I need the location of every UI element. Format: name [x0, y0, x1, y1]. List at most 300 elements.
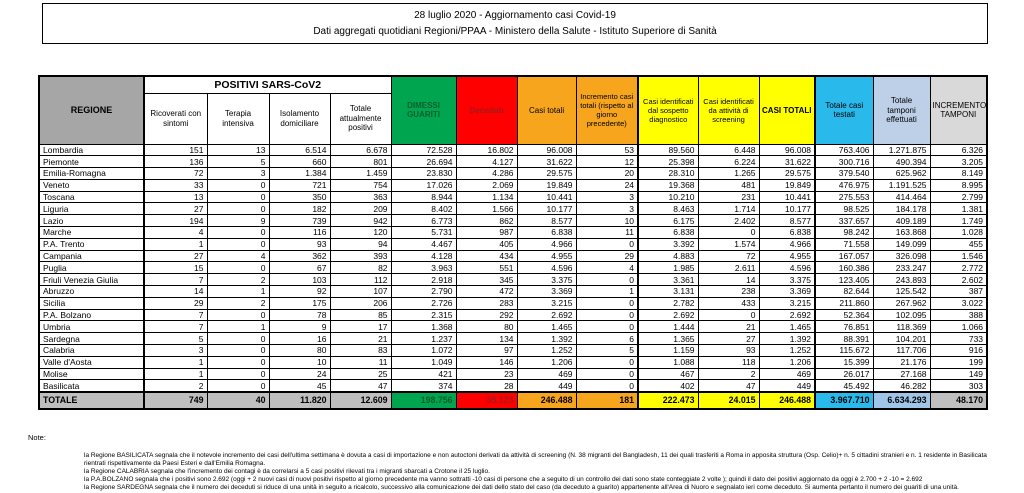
region-cell: Toscana [39, 191, 144, 203]
value-cell: 17 [330, 321, 391, 333]
value-cell: 102.095 [873, 309, 930, 321]
value-cell: 33 [144, 179, 207, 191]
value-cell: 0 [207, 203, 269, 215]
value-cell: 6.838 [638, 227, 698, 239]
value-cell: 209 [330, 203, 391, 215]
value-cell: 67 [269, 262, 330, 274]
notes-section [28, 433, 990, 492]
value-cell: 2.790 [391, 286, 456, 298]
value-cell: 1 [144, 238, 207, 250]
value-cell: 0 [207, 380, 269, 392]
header-terapia-intensiva: Terapia intensiva [207, 93, 269, 144]
value-cell: 8.944 [391, 191, 456, 203]
region-cell: Abruzzo [39, 286, 144, 298]
value-cell: 8.577 [759, 215, 815, 227]
value-cell: 6.448 [698, 144, 759, 156]
value-cell: 1.384 [269, 168, 330, 180]
value-cell: 862 [456, 215, 517, 227]
value-cell: 303 [930, 380, 987, 392]
value-cell: 754 [330, 179, 391, 191]
value-cell: 120 [330, 227, 391, 239]
value-cell: 14 [144, 286, 207, 298]
value-cell: 8.402 [391, 203, 456, 215]
value-cell: 72 [698, 250, 759, 262]
value-cell: 6.175 [638, 215, 698, 227]
value-cell: 7 [144, 309, 207, 321]
value-cell: 149 [930, 368, 987, 380]
value-cell: 476.975 [815, 179, 873, 191]
value-cell: 6.838 [517, 227, 576, 239]
value-cell: 27 [144, 250, 207, 262]
total-value-cell: 222.473 [638, 392, 698, 409]
value-cell: 94 [330, 238, 391, 250]
value-cell: 0 [207, 191, 269, 203]
header-group-positivi: POSITIVI SARS-CoV2 [144, 76, 391, 93]
total-value-cell: 3.967.710 [815, 392, 873, 409]
total-label-cell: TOTALE [39, 392, 144, 409]
value-cell: 20 [576, 168, 638, 180]
value-cell: 0 [698, 227, 759, 239]
value-cell: 421 [391, 368, 456, 380]
total-value-cell: 198.756 [391, 392, 456, 409]
value-cell: 4.955 [517, 250, 576, 262]
total-value-cell: 246.488 [517, 392, 576, 409]
value-cell: 115.672 [815, 345, 873, 357]
value-cell: 98.242 [815, 227, 873, 239]
value-cell: 0 [698, 309, 759, 321]
value-cell: 184.178 [873, 203, 930, 215]
covid-data-table [38, 75, 988, 410]
table-row [39, 156, 987, 168]
total-value-cell: 181 [576, 392, 638, 409]
value-cell: 93 [698, 345, 759, 357]
value-cell: 125.542 [873, 286, 930, 298]
value-cell: 27 [144, 203, 207, 215]
value-cell: 1.566 [456, 203, 517, 215]
value-cell: 1.392 [517, 333, 576, 345]
value-cell: 1.252 [759, 345, 815, 357]
value-cell: 6.514 [269, 144, 330, 156]
value-cell: 1 [207, 286, 269, 298]
value-cell: 5 [207, 156, 269, 168]
value-cell: 231 [698, 191, 759, 203]
header-ricoverati: Ricoverati con sintomi [144, 93, 207, 144]
value-cell: 4.596 [759, 262, 815, 274]
value-cell: 2.782 [638, 297, 698, 309]
value-cell: 29 [576, 250, 638, 262]
value-cell: 136 [144, 156, 207, 168]
region-cell: Umbria [39, 321, 144, 333]
value-cell: 300.716 [815, 156, 873, 168]
value-cell: 199 [930, 356, 987, 368]
value-cell: 27 [698, 333, 759, 345]
value-cell: 93 [269, 238, 330, 250]
table-row [39, 238, 987, 250]
value-cell: 97 [456, 345, 517, 357]
value-cell: 467 [638, 368, 698, 380]
value-cell: 4 [144, 227, 207, 239]
value-cell: 16.802 [456, 144, 517, 156]
value-cell: 0 [576, 368, 638, 380]
header-casi-totali: Casi totali [517, 76, 576, 144]
value-cell: 2 [144, 380, 207, 392]
value-cell: 123.405 [815, 274, 873, 286]
total-value-cell: 40 [207, 392, 269, 409]
value-cell: 0 [207, 345, 269, 357]
region-cell: Veneto [39, 179, 144, 191]
value-cell: 45.492 [815, 380, 873, 392]
value-cell: 7 [144, 274, 207, 286]
value-cell: 25.398 [638, 156, 698, 168]
value-cell: 3 [207, 168, 269, 180]
value-cell: 10 [269, 356, 330, 368]
value-cell: 6.326 [930, 144, 987, 156]
value-cell: 350 [269, 191, 330, 203]
value-cell: 3 [576, 191, 638, 203]
value-cell: 47 [698, 380, 759, 392]
value-cell: 1.271.875 [873, 144, 930, 156]
value-cell: 26.694 [391, 156, 456, 168]
value-cell: 47 [330, 380, 391, 392]
value-cell: 71.558 [815, 238, 873, 250]
value-cell: 6 [576, 333, 638, 345]
value-cell: 78 [269, 309, 330, 321]
value-cell: 6.838 [759, 227, 815, 239]
value-cell: 3.022 [930, 297, 987, 309]
table-row [39, 380, 987, 392]
value-cell: 1.381 [930, 203, 987, 215]
value-cell: 739 [269, 215, 330, 227]
value-cell: 267.962 [873, 297, 930, 309]
value-cell: 4.966 [517, 238, 576, 250]
value-cell: 2.692 [759, 309, 815, 321]
value-cell: 402 [638, 380, 698, 392]
value-cell: 96.008 [759, 144, 815, 156]
header-regione: REGIONE [39, 76, 144, 144]
value-cell: 167.057 [815, 250, 873, 262]
value-cell: 53 [576, 144, 638, 156]
value-cell: 1.134 [456, 191, 517, 203]
value-cell: 1.252 [517, 345, 576, 357]
value-cell: 283 [456, 297, 517, 309]
value-cell: 163.868 [873, 227, 930, 239]
value-cell: 72.528 [391, 144, 456, 156]
value-cell: 4.467 [391, 238, 456, 250]
table-row [39, 227, 987, 239]
value-cell: 0 [207, 262, 269, 274]
value-cell: 45 [269, 380, 330, 392]
value-cell: 10.441 [759, 191, 815, 203]
header-isolamento: Isolamento domiciliare [269, 93, 330, 144]
value-cell: 6.678 [330, 144, 391, 156]
value-cell: 414.464 [873, 191, 930, 203]
value-cell: 326.098 [873, 250, 930, 262]
value-cell: 433 [698, 297, 759, 309]
table-row [39, 262, 987, 274]
region-cell: Lazio [39, 215, 144, 227]
value-cell: 29.575 [759, 168, 815, 180]
value-cell: 292 [456, 309, 517, 321]
value-cell: 4 [576, 262, 638, 274]
value-cell: 379.540 [815, 168, 873, 180]
value-cell: 10.177 [517, 203, 576, 215]
value-cell: 52.364 [815, 309, 873, 321]
value-cell: 362 [269, 250, 330, 262]
header-dimessi-guariti: DIMESSI GUARITI [391, 76, 456, 144]
value-cell: 24 [576, 179, 638, 191]
value-cell: 8.149 [930, 168, 987, 180]
value-cell: 88.391 [815, 333, 873, 345]
value-cell: 25 [330, 368, 391, 380]
value-cell: 2.611 [698, 262, 759, 274]
value-cell: 449 [759, 380, 815, 392]
value-cell: 9 [269, 321, 330, 333]
region-cell: Marche [39, 227, 144, 239]
value-cell: 490.394 [873, 156, 930, 168]
value-cell: 916 [930, 345, 987, 357]
value-cell: 151 [144, 144, 207, 156]
region-cell: Basilicata [39, 380, 144, 392]
value-cell: 4.955 [759, 250, 815, 262]
value-cell: 82.644 [815, 286, 873, 298]
value-cell: 1.465 [517, 321, 576, 333]
table-row [39, 168, 987, 180]
value-cell: 206 [330, 297, 391, 309]
value-cell: 8.577 [517, 215, 576, 227]
report-date-title: 28 luglio 2020 - Aggiornamento casi Covid-19 [414, 10, 616, 21]
value-cell: 3 [576, 203, 638, 215]
table-row [39, 274, 987, 286]
value-cell: 1.714 [698, 203, 759, 215]
value-cell: 118 [698, 356, 759, 368]
notes-list [28, 452, 990, 492]
value-cell: 3.369 [759, 286, 815, 298]
value-cell: 4.286 [456, 168, 517, 180]
value-cell: 2.692 [638, 309, 698, 321]
table-row [39, 286, 987, 298]
value-cell: 472 [456, 286, 517, 298]
value-cell: 0 [576, 356, 638, 368]
total-value-cell: 6.634.293 [873, 392, 930, 409]
value-cell: 1.985 [638, 262, 698, 274]
value-cell: 387 [930, 286, 987, 298]
value-cell: 31.622 [759, 156, 815, 168]
value-cell: 1.066 [930, 321, 987, 333]
total-value-cell: 11.820 [269, 392, 330, 409]
value-cell: 19.849 [759, 179, 815, 191]
table-row [39, 309, 987, 321]
value-cell: 733 [930, 333, 987, 345]
value-cell: 1.546 [930, 250, 987, 262]
value-cell: 0 [207, 238, 269, 250]
value-cell: 175 [269, 297, 330, 309]
value-cell: 1.049 [391, 356, 456, 368]
value-cell: 117.706 [873, 345, 930, 357]
value-cell: 393 [330, 250, 391, 262]
value-cell: 0 [576, 380, 638, 392]
value-cell: 5.731 [391, 227, 456, 239]
value-cell: 1.365 [638, 333, 698, 345]
value-cell: 11 [330, 356, 391, 368]
value-cell: 1 [207, 321, 269, 333]
value-cell: 10 [576, 215, 638, 227]
value-cell: 82 [330, 262, 391, 274]
value-cell: 92 [269, 286, 330, 298]
value-cell: 0 [576, 238, 638, 250]
total-value-cell: 246.488 [759, 392, 815, 409]
value-cell: 4.966 [759, 238, 815, 250]
value-cell: 1.191.525 [873, 179, 930, 191]
value-cell: 21 [330, 333, 391, 345]
value-cell: 4.128 [391, 250, 456, 262]
value-cell: 116 [269, 227, 330, 239]
table-row [39, 144, 987, 156]
value-cell: 625.962 [873, 168, 930, 180]
value-cell: 551 [456, 262, 517, 274]
value-cell: 80 [456, 321, 517, 333]
value-cell: 455 [930, 238, 987, 250]
value-cell: 23 [456, 368, 517, 380]
table-row [39, 203, 987, 215]
table-row [39, 368, 987, 380]
value-cell: 2.402 [698, 215, 759, 227]
value-cell: 409.189 [873, 215, 930, 227]
value-cell: 388 [930, 309, 987, 321]
value-cell: 469 [517, 368, 576, 380]
value-cell: 3.361 [638, 274, 698, 286]
value-cell: 104.201 [873, 333, 930, 345]
value-cell: 1.028 [930, 227, 987, 239]
value-cell: 3.131 [638, 286, 698, 298]
value-cell: 149.099 [873, 238, 930, 250]
value-cell: 118.369 [873, 321, 930, 333]
value-cell: 2.315 [391, 309, 456, 321]
region-cell: Piemonte [39, 156, 144, 168]
value-cell: 1.459 [330, 168, 391, 180]
value-cell: 2.799 [930, 191, 987, 203]
region-cell: Valle d'Aosta [39, 356, 144, 368]
value-cell: 1.749 [930, 215, 987, 227]
covid-table-wrapper [38, 75, 988, 410]
value-cell: 660 [269, 156, 330, 168]
value-cell: 15.399 [815, 356, 873, 368]
value-cell: 28 [456, 380, 517, 392]
value-cell: 0 [207, 333, 269, 345]
value-cell: 5 [576, 345, 638, 357]
value-cell: 0 [576, 274, 638, 286]
value-cell: 1 [144, 368, 207, 380]
value-cell: 211.860 [815, 297, 873, 309]
value-cell: 2 [698, 368, 759, 380]
header-casi-testati: Totale casi testati [815, 76, 873, 144]
value-cell: 103 [269, 274, 330, 286]
value-cell: 6.773 [391, 215, 456, 227]
value-cell: 24 [269, 368, 330, 380]
value-cell: 345 [456, 274, 517, 286]
value-cell: 134 [456, 333, 517, 345]
header-incremento-casi: Incremento casi totali (rispetto al giorno precedente) [576, 76, 638, 144]
value-cell: 15 [144, 262, 207, 274]
region-cell: Friuli Venezia Giulia [39, 274, 144, 286]
table-row [39, 356, 987, 368]
value-cell: 10.210 [638, 191, 698, 203]
value-cell: 0 [576, 321, 638, 333]
value-cell: 5 [144, 333, 207, 345]
value-cell: 434 [456, 250, 517, 262]
value-cell: 19.368 [638, 179, 698, 191]
value-cell: 6.224 [698, 156, 759, 168]
value-cell: 4.883 [638, 250, 698, 262]
value-cell: 85 [330, 309, 391, 321]
value-cell: 721 [269, 179, 330, 191]
table-row [39, 345, 987, 357]
table-row [39, 250, 987, 262]
value-cell: 1.444 [638, 321, 698, 333]
value-cell: 29 [144, 297, 207, 309]
region-cell: Emilia-Romagna [39, 168, 144, 180]
value-cell: 763.406 [815, 144, 873, 156]
region-cell: Sicilia [39, 297, 144, 309]
value-cell: 76.851 [815, 321, 873, 333]
region-cell: Puglia [39, 262, 144, 274]
value-cell: 0 [207, 309, 269, 321]
header-deceduti: Deceduti [456, 76, 517, 144]
value-cell: 0 [207, 368, 269, 380]
value-cell: 31.622 [517, 156, 576, 168]
value-cell: 17.026 [391, 179, 456, 191]
region-cell: P.A. Trento [39, 238, 144, 250]
value-cell: 1.465 [759, 321, 815, 333]
value-cell: 1.265 [698, 168, 759, 180]
value-cell: 160.386 [815, 262, 873, 274]
value-cell: 13 [144, 191, 207, 203]
value-cell: 1 [576, 286, 638, 298]
value-cell: 112 [330, 274, 391, 286]
region-cell: Calabria [39, 345, 144, 357]
note-item: la Regione CALABRIA segnala che l'incremento dei contagi è da correlarsi a 5 casi positivi rilevati tra i migranti sbarcati a Crotone il 25 luglio. [84, 468, 490, 475]
value-cell: 83 [330, 345, 391, 357]
value-cell: 10.177 [759, 203, 815, 215]
value-cell: 0 [576, 309, 638, 321]
header-sospetto-diagnostico: Casi identificati dal sospetto diagnostico [638, 76, 698, 144]
value-cell: 21 [698, 321, 759, 333]
value-cell: 942 [330, 215, 391, 227]
value-cell: 1.368 [391, 321, 456, 333]
value-cell: 27.168 [873, 368, 930, 380]
value-cell: 801 [330, 156, 391, 168]
value-cell: 3.369 [517, 286, 576, 298]
table-header [39, 76, 987, 144]
total-value-cell: 749 [144, 392, 207, 409]
value-cell: 8.463 [638, 203, 698, 215]
value-cell: 96.008 [517, 144, 576, 156]
region-cell: Liguria [39, 203, 144, 215]
value-cell: 1.072 [391, 345, 456, 357]
value-cell: 2.602 [930, 274, 987, 286]
value-cell: 1.088 [638, 356, 698, 368]
value-cell: 0 [207, 356, 269, 368]
value-cell: 2.069 [456, 179, 517, 191]
note-item: la Regione BASILICATA segnala che il notevole incremento dei casi dell'ultima settimana è dovuta a casi di importazione e non autoctoni derivati da attività di screening (N. 38 migranti del Bangladesh, 11 dei quali trasferiti a Roma in apposita struttura (Osp. Celio)+ n. 5 cittadini stranieri e n. 1 residente in Basilicata rientrati rispettivamente da Paesi Esteri e dall'Emilia Romagna. [84, 452, 987, 467]
region-cell: Molise [39, 368, 144, 380]
table-row [39, 191, 987, 203]
region-cell: Campania [39, 250, 144, 262]
value-cell: 3.215 [517, 297, 576, 309]
value-cell: 28.310 [638, 168, 698, 180]
value-cell: 4 [207, 250, 269, 262]
value-cell: 12 [576, 156, 638, 168]
value-cell: 2 [207, 274, 269, 286]
